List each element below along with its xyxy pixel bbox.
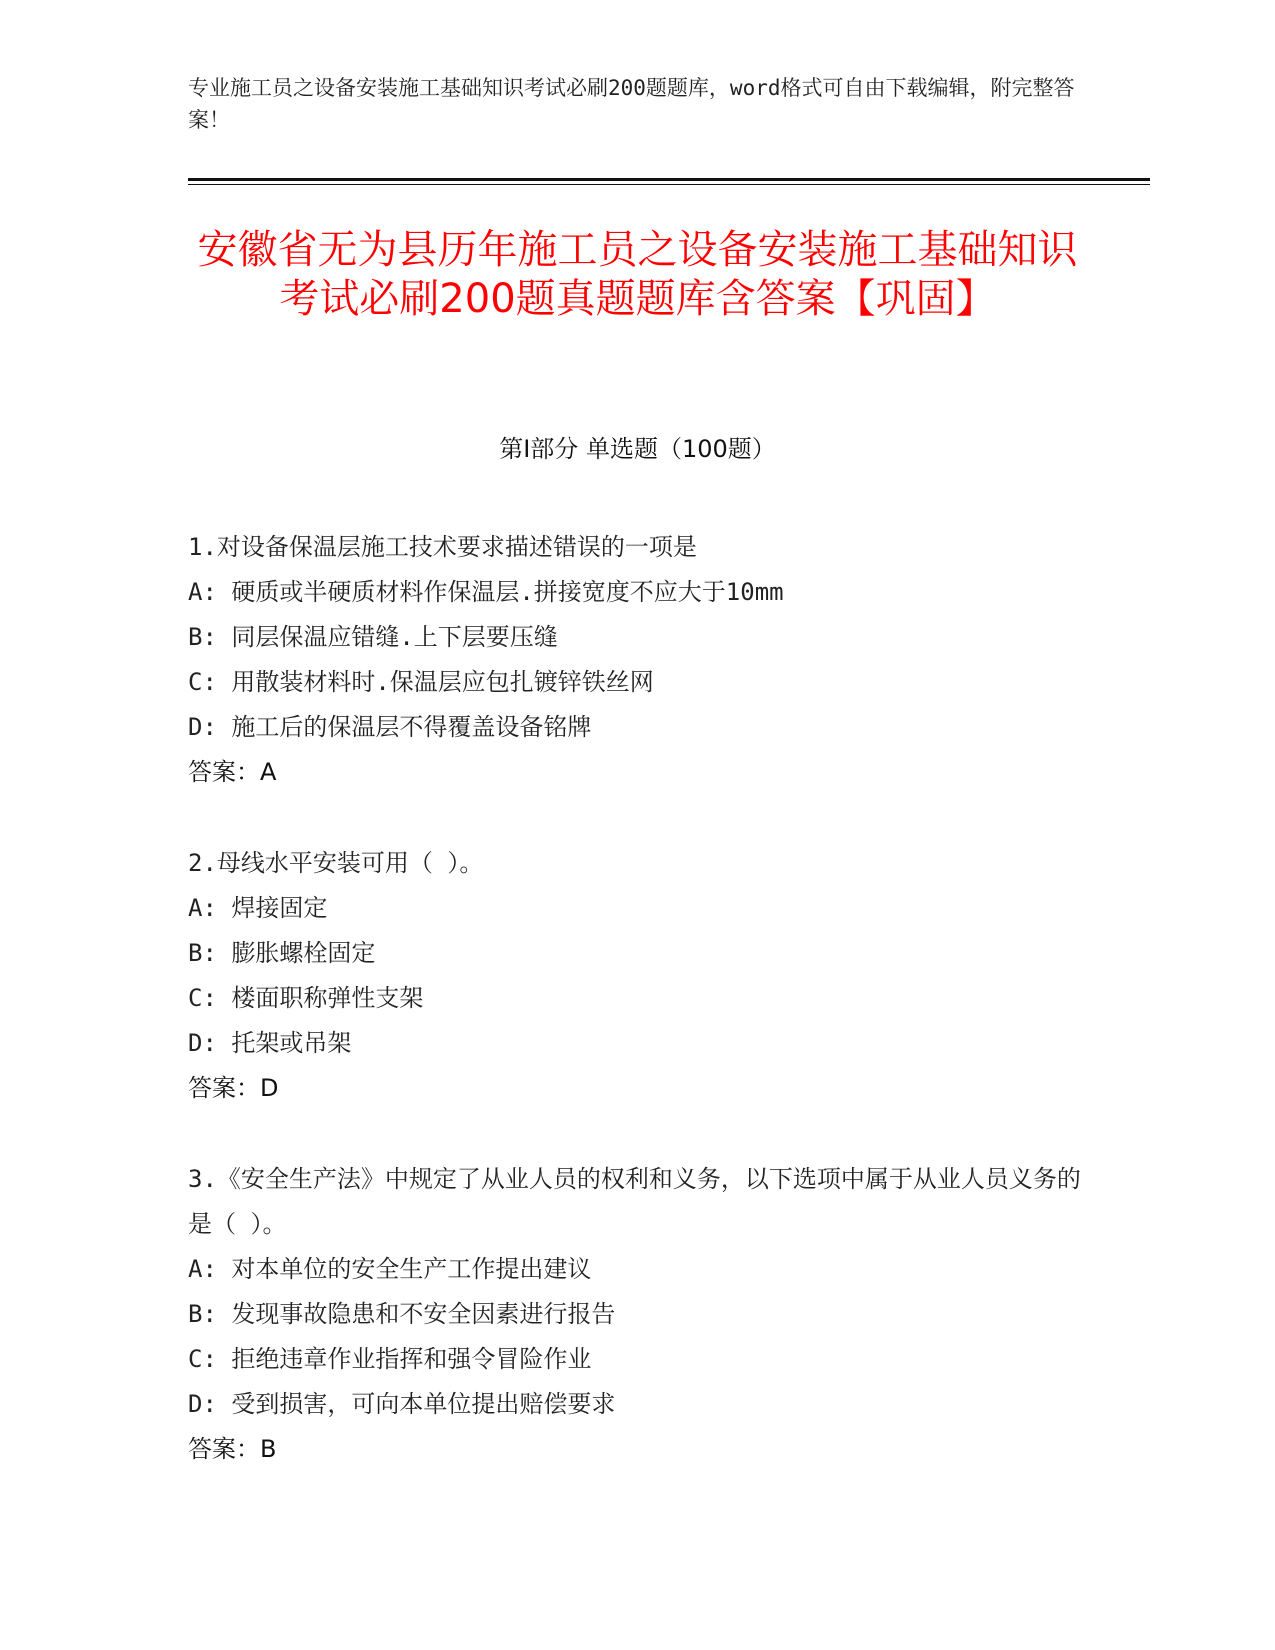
document-title: 安徽省无为县历年施工员之设备安装施工基础知识考试必刷200题真题题库含答案【巩固】 [197, 227, 1078, 322]
option-d: D: 施工后的保温层不得覆盖设备铭牌 [188, 713, 592, 741]
option-c: C: 拒绝违章作业指挥和强令冒险作业 [188, 1345, 592, 1373]
answer: 答案：A [188, 758, 277, 786]
question-item [188, 1157, 1088, 1472]
question-item [188, 525, 1088, 795]
option-d: D: 受到损害，可向本单位提出赔偿要求 [188, 1390, 616, 1418]
option-a: A: 对本单位的安全生产工作提出建议 [188, 1255, 592, 1283]
header-description: 专业施工员之设备安装施工基础知识考试必刷200题题库，word格式可自由下载编辑，附完整答案！ [188, 76, 1075, 132]
option-b: B: 膨胀螺栓固定 [188, 939, 376, 967]
option-d: D: 托架或吊架 [188, 1029, 352, 1057]
option-a: A: 硬质或半硬质材料作保温层.拼接宽度不应大于10mm [188, 578, 784, 606]
question-stem: 3.《安全生产法》中规定了从业人员的权利和义务，以下选项中属于从业人员义务的是（ ）。 [188, 1165, 1081, 1238]
question-item [188, 841, 1088, 1111]
option-b: B: 发现事故隐患和不安全因素进行报告 [188, 1300, 616, 1328]
question-list [188, 525, 1088, 1518]
section-heading: 第Ⅰ部分 单选题（100题） [499, 435, 776, 463]
option-b: B: 同层保温应错缝.上下层要压缝 [188, 623, 558, 651]
question-stem: 2.母线水平安装可用（ ）。 [188, 849, 484, 877]
question-stem: 1.对设备保温层施工技术要求描述错误的一项是 [188, 533, 697, 561]
option-a: A: 焊接固定 [188, 894, 328, 922]
header-divider-thick [188, 178, 1150, 181]
option-c: C: 楼面职称弹性支架 [188, 984, 424, 1012]
header-divider-thin [188, 184, 1150, 185]
answer: 答案：D [188, 1074, 279, 1102]
option-c: C: 用散装材料时.保温层应包扎镀锌铁丝网 [188, 668, 654, 696]
answer: 答案：B [188, 1435, 277, 1463]
